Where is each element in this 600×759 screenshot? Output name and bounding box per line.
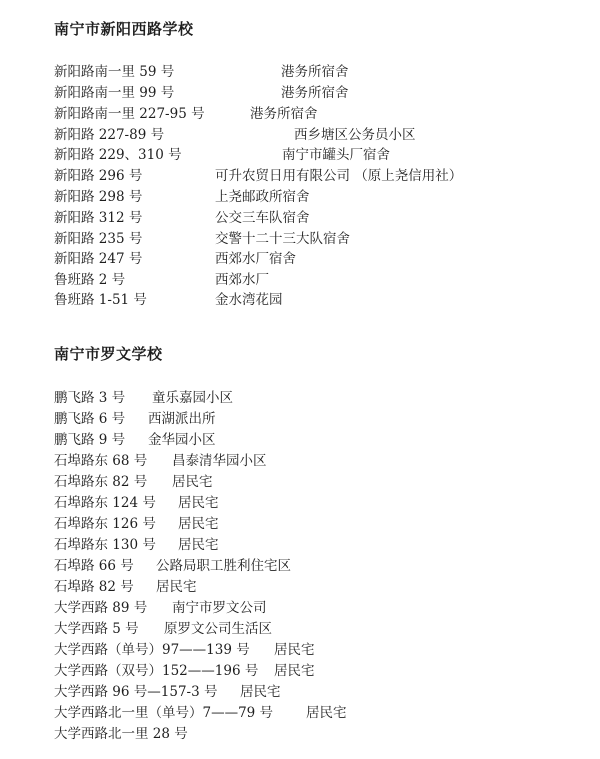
place-text: 居民宅 (240, 684, 281, 700)
place-text: 居民宅 (178, 495, 219, 511)
address-text: 鹏飞路 9 号 (54, 432, 126, 448)
place-text: 上尧邮政所宿舍 (215, 189, 310, 205)
address-row (0, 724, 600, 744)
place-text: 西乡塘区公务员小区 (294, 127, 416, 143)
address-row (0, 430, 600, 450)
address-row (0, 703, 600, 723)
place-text: 港务所宿舍 (250, 106, 318, 122)
address-row (0, 640, 600, 660)
place-text: 可升农贸日用有限公司 （原上尧信用社） (215, 168, 463, 184)
address-row (0, 104, 600, 124)
address-text: 石埠路东 124 号 (54, 495, 156, 511)
place-text: 西郊水厂宿舍 (215, 251, 296, 267)
place-text: 居民宅 (156, 579, 197, 595)
address-row (0, 62, 600, 82)
address-text: 新阳路 227-89 号 (54, 127, 165, 143)
place-text: 居民宅 (306, 705, 347, 721)
place-text: 原罗文公司生活区 (164, 621, 272, 637)
address-text: 大学西路北一里 28 号 (54, 726, 188, 742)
address-text: 鲁班路 1-51 号 (54, 292, 147, 308)
address-row (0, 682, 600, 702)
address-row (0, 472, 600, 492)
school-heading-luowen: 南宁市罗文学校 (54, 345, 163, 363)
place-text: 交警十二十三大队宿舍 (215, 231, 350, 247)
place-text: 公交三车队宿舍 (215, 210, 310, 226)
place-text: 金水湾花园 (215, 292, 283, 308)
place-text: 居民宅 (172, 474, 213, 490)
address-text: 大学西路 96 号—157-3 号 (54, 684, 218, 700)
address-text: 石埠路 82 号 (54, 579, 134, 595)
address-row (0, 451, 600, 471)
place-text: 昌泰清华园小区 (172, 453, 267, 469)
address-row (0, 556, 600, 576)
address-row (0, 83, 600, 103)
place-text: 南宁市罗文公司 (172, 600, 267, 616)
place-text: 港务所宿舍 (281, 64, 349, 80)
place-text: 金华园小区 (148, 432, 216, 448)
address-text: 石埠路东 82 号 (54, 474, 148, 490)
address-text: 新阳路 235 号 (54, 231, 143, 247)
place-text: 公路局职工胜利住宅区 (156, 558, 291, 574)
address-text: 石埠路东 68 号 (54, 453, 148, 469)
address-row (0, 619, 600, 639)
address-text: 新阳路 247 号 (54, 251, 143, 267)
address-row (0, 577, 600, 597)
address-row (0, 208, 600, 228)
address-text: 石埠路东 126 号 (54, 516, 156, 532)
address-row (0, 125, 600, 145)
place-text: 西郊水厂 (215, 272, 269, 288)
address-text: 石埠路 66 号 (54, 558, 134, 574)
address-row (0, 535, 600, 555)
address-text: 新阳路 298 号 (54, 189, 143, 205)
address-text: 石埠路东 130 号 (54, 537, 156, 553)
address-row (0, 290, 600, 310)
address-text: 大学西路北一里（单号）7——79 号 (54, 705, 274, 721)
address-row (0, 409, 600, 429)
address-text: 鲁班路 2 号 (54, 272, 126, 288)
place-text: 港务所宿舍 (281, 85, 349, 101)
address-text: 大学西路（单号）97——139 号 (54, 642, 250, 658)
address-row (0, 166, 600, 186)
address-row (0, 229, 600, 249)
address-text: 大学西路 89 号 (54, 600, 148, 616)
address-text: 新阳路南一里 227-95 号 (54, 106, 205, 122)
address-text: 新阳路 296 号 (54, 168, 143, 184)
place-text: 童乐嘉园小区 (152, 390, 233, 406)
address-row (0, 493, 600, 513)
address-row (0, 661, 600, 681)
place-text: 居民宅 (178, 516, 219, 532)
place-text: 居民宅 (178, 537, 219, 553)
address-text: 新阳路南一里 59 号 (54, 64, 175, 80)
address-text: 大学西路（双号）152——196 号 (54, 663, 259, 679)
address-text: 鹏飞路 6 号 (54, 411, 126, 427)
address-text: 新阳路 229、310 号 (54, 147, 182, 163)
place-text: 居民宅 (274, 642, 315, 658)
address-row (0, 249, 600, 269)
address-text: 大学西路 5 号 (54, 621, 139, 637)
address-row (0, 270, 600, 290)
address-row (0, 187, 600, 207)
address-row (0, 388, 600, 408)
address-row (0, 514, 600, 534)
address-text: 新阳路南一里 99 号 (54, 85, 175, 101)
place-text: 西湖派出所 (148, 411, 216, 427)
address-text: 新阳路 312 号 (54, 210, 143, 226)
address-text: 鹏飞路 3 号 (54, 390, 126, 406)
place-text: 居民宅 (274, 663, 315, 679)
school-heading-xinyangxilu: 南宁市新阳西路学校 (54, 20, 194, 38)
address-row (0, 598, 600, 618)
place-text: 南宁市罐头厂宿舍 (282, 147, 390, 163)
address-row (0, 145, 600, 165)
